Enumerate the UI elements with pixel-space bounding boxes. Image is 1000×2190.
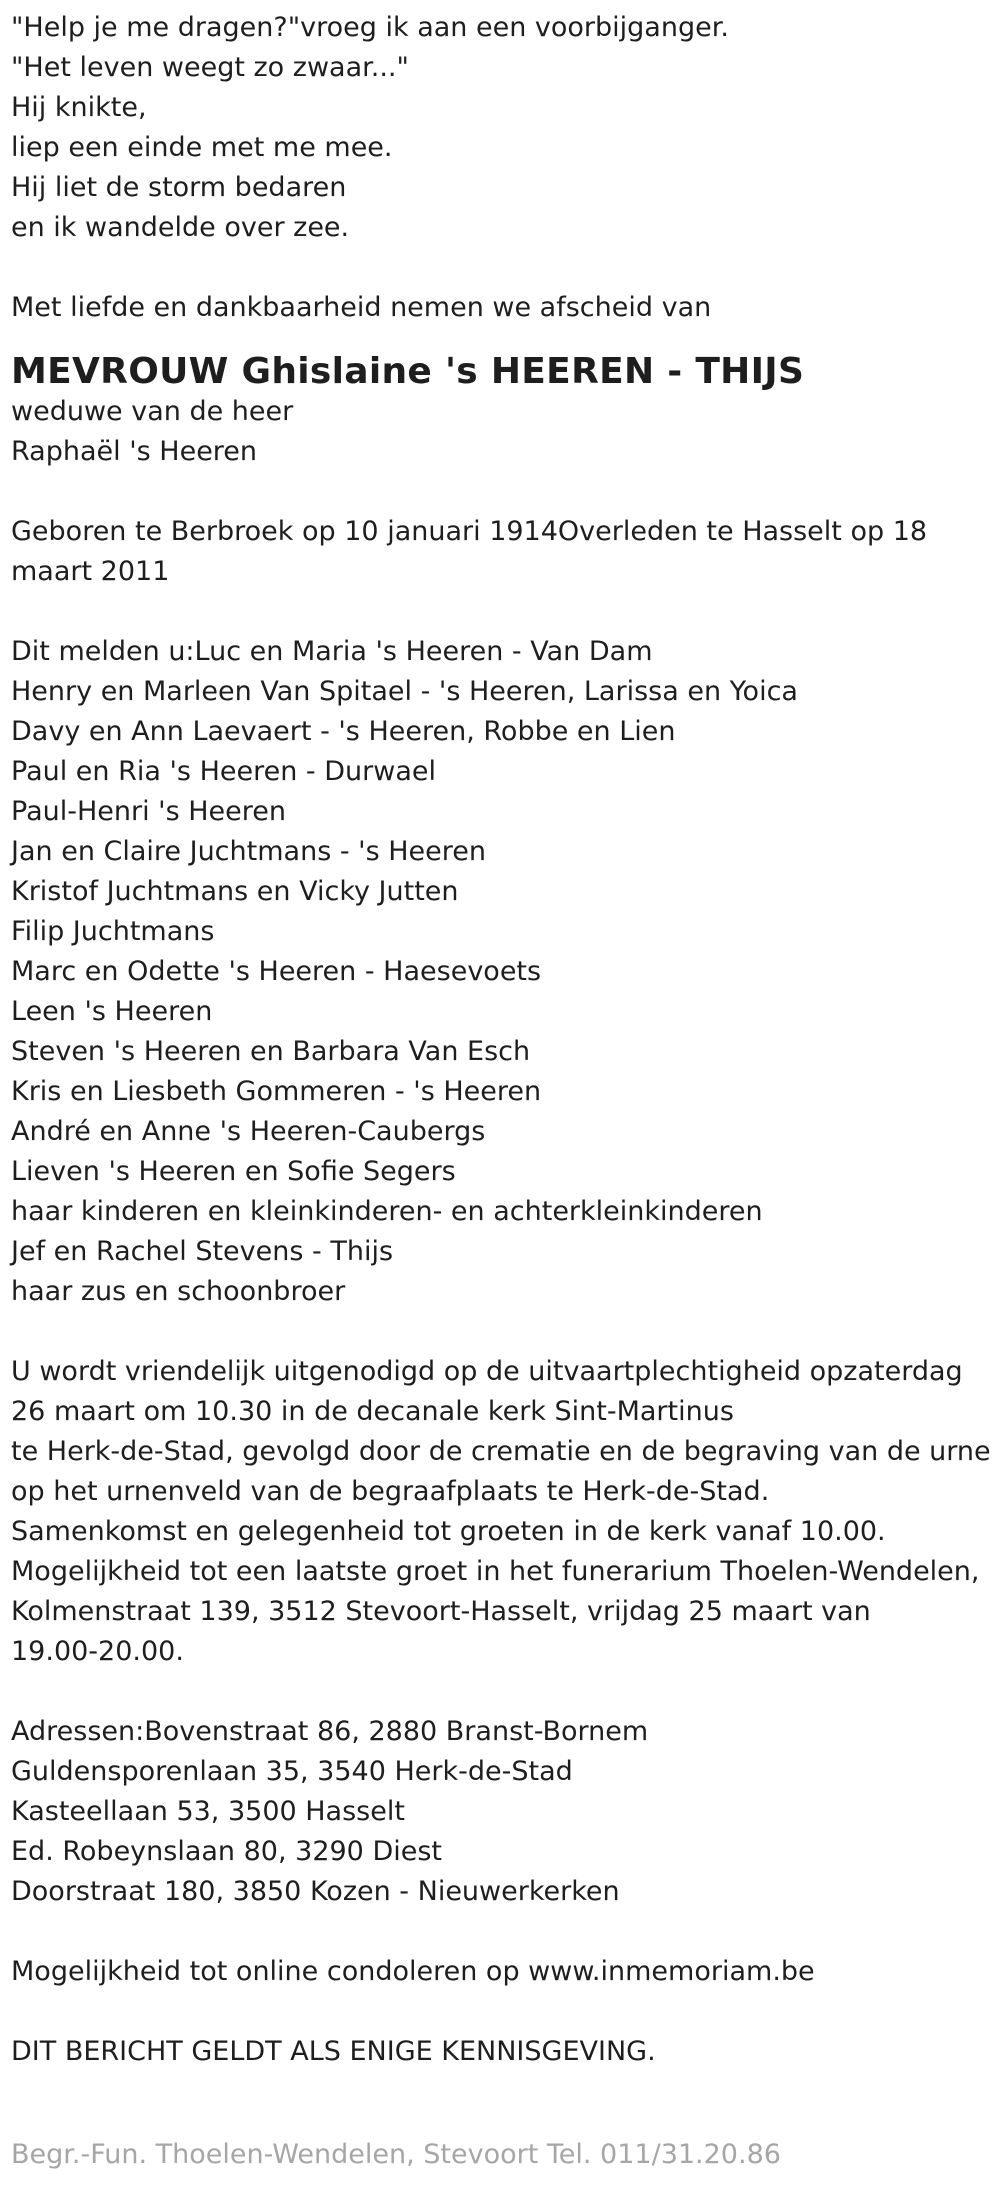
- ceremony-info: [11, 1352, 996, 1672]
- ceremony-line: Samenkomst en gelegenheid tot groeten in de kerk vanaf 10.00.: [11, 1516, 886, 1547]
- family-line: haar zus en schoonbroer: [11, 1276, 346, 1307]
- poem: [11, 8, 996, 248]
- family-line: Paul-Henri 's Heeren: [11, 796, 287, 827]
- family-line: Filip Juchtmans: [11, 916, 215, 947]
- family-list: [11, 632, 996, 1312]
- deceased-name: MEVROUW Ghislaine 's HEEREN - THIJS: [11, 351, 805, 392]
- address-line: Ed. Robeynslaan 80, 3290 Diest: [11, 1836, 442, 1867]
- family-line: Henry en Marleen Van Spitael - 's Heeren, Larissa en Yoica: [11, 676, 798, 707]
- intro-text: Met liefde en dankbaarheid nemen we afscheid van: [11, 292, 712, 323]
- address-list: [11, 1712, 996, 1912]
- ceremony-line: U wordt vriendelijk uitgenodigd op de uitvaartplechtigheid opzaterdag: [11, 1356, 963, 1387]
- online-condolence-text: Mogelijkheid tot online condoleren op www.inmemoriam.be: [11, 1956, 815, 1987]
- poem-line: Hij liet de storm bedaren: [11, 172, 347, 203]
- family-line: Lieven 's Heeren en Sofie Segers: [11, 1156, 456, 1187]
- address-line: Guldensporenlaan 35, 3540 Herk-de-Stad: [11, 1756, 573, 1787]
- poem-line: liep een einde met me mee.: [11, 132, 393, 163]
- ceremony-line: op het urnenveld van de begraafplaats te Herk-de-Stad.: [11, 1476, 770, 1507]
- family-line: Steven 's Heeren en Barbara Van Esch: [11, 1036, 531, 1067]
- poem-line: "Het leven weegt zo zwaar...": [11, 52, 409, 83]
- ceremony-line: te Herk-de-Stad, gevolgd door de crematie en de begraving van de urne: [11, 1436, 991, 1467]
- family-line: Paul en Ria 's Heeren - Durwael: [11, 756, 436, 787]
- address-line: Doorstraat 180, 3850 Kozen - Nieuwerkerken: [11, 1876, 620, 1907]
- ceremony-line: 19.00-20.00.: [11, 1636, 184, 1667]
- spacer: [11, 1672, 996, 1712]
- poem-line: "Help je me dragen?"vroeg ik aan een voorbijganger.: [11, 12, 729, 43]
- notice-text: DIT BERICHT GELDT ALS ENIGE KENNISGEVING.: [11, 2036, 656, 2067]
- family-line: Jef en Rachel Stevens - Thijs: [11, 1236, 394, 1267]
- spacer: [11, 1992, 996, 2032]
- family-line: Kristof Juchtmans en Vicky Jutten: [11, 876, 459, 907]
- spacer: [11, 1312, 996, 1352]
- family-line: Marc en Odette 's Heeren - Haesevoets: [11, 956, 542, 987]
- ceremony-line: 26 maart om 10.30 in de decanale kerk Sint-Martinus: [11, 1396, 734, 1427]
- family-line: haar kinderen en kleinkinderen- en achterkleinkinderen: [11, 1196, 763, 1227]
- spouse-info: [11, 392, 996, 472]
- poem-line: en ik wandelde over zee.: [11, 212, 350, 243]
- obituary-document: [11, 8, 996, 2072]
- spacer: [11, 1912, 996, 1952]
- address-line: Kasteellaan 53, 3500 Hasselt: [11, 1796, 405, 1827]
- spacer: [11, 592, 996, 632]
- poem-line: Hij knikte,: [11, 92, 147, 123]
- family-line: Dit melden u:Luc en Maria 's Heeren - Van Dam: [11, 636, 653, 667]
- family-line: André en Anne 's Heeren-Caubergs: [11, 1116, 486, 1147]
- ceremony-line: Mogelijkheid tot een laatste groet in het funerarium Thoelen-Wendelen,: [11, 1556, 980, 1587]
- family-line: Kris en Liesbeth Gommeren - 's Heeren: [11, 1076, 542, 1107]
- family-line: Jan en Claire Juchtmans - 's Heeren: [11, 836, 486, 867]
- spouse-line: Raphaël 's Heeren: [11, 436, 258, 467]
- address-line: Adressen:Bovenstraat 86, 2880 Branst-Bornem: [11, 1716, 649, 1747]
- family-line: Davy en Ann Laevaert - 's Heeren, Robbe en Lien: [11, 716, 676, 747]
- spacer: [11, 248, 996, 288]
- birth-death-info: Geboren te Berbroek op 10 januari 1914Overleden te Hasselt op 18 maart 2011: [11, 516, 928, 587]
- spacer: [11, 472, 996, 512]
- spouse-line: weduwe van de heer: [11, 396, 294, 427]
- family-line: Leen 's Heeren: [11, 996, 213, 1027]
- ceremony-line: Kolmenstraat 139, 3512 Stevoort-Hasselt, vrijdag 25 maart van: [11, 1596, 871, 1627]
- funeral-home-footer: Begr.-Fun. Thoelen-Wendelen, Stevoort Tel. 011/31.20.86: [11, 2139, 781, 2170]
